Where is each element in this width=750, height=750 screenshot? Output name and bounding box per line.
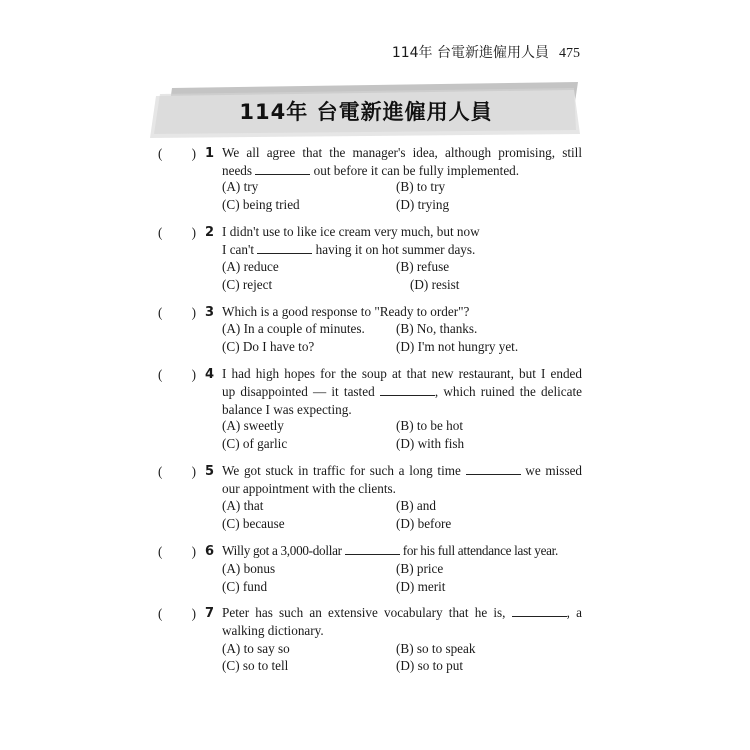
answer-blank [380,384,435,396]
option-d: (D) trying [396,197,450,212]
option-d: (D) merit [396,579,446,594]
option-a: (A) In a couple of minutes. [222,321,365,336]
option-c: (C) so to tell [222,658,289,673]
question-number: 3 [205,305,215,320]
question-stem: Willy got a 3,000-dollar for his full attendance last year. [222,543,559,558]
question-number: 1 [205,146,215,161]
option-c: (C) being tried [222,197,300,212]
title-banner [150,82,582,138]
option-d: (D) with fish [396,436,465,451]
option-a: (A) try [222,179,259,194]
option-a: (A) sweetly [222,418,284,433]
option-b: (B) to be hot [396,418,464,433]
question-number: 6 [205,544,215,559]
option-d: (D) resist [410,277,460,292]
answer-blank [512,605,567,617]
option-b: (B) price [396,561,444,576]
page-number: 475 [559,46,580,61]
question-number: 4 [205,367,215,382]
answer-paren[interactable]: ( ) [158,544,196,559]
option-a: (A) that [222,498,264,513]
option-c: (C) because [222,516,285,531]
option-a: (A) reduce [222,259,279,274]
answer-paren[interactable]: ( ) [158,225,196,240]
question-stem: We got stuck in traffic for such a long time we missed our appointment with the clients. [222,463,583,496]
answer-paren[interactable]: ( ) [158,464,196,479]
answer-blank [466,463,521,475]
header-title: 114年 台電新進僱用人員 [391,45,549,61]
answer-blank [255,163,310,175]
answer-paren[interactable]: ( ) [158,305,196,320]
option-c: (C) Do I have to? [222,339,315,354]
question-stem: I didn't use to like ice cream very much, but now I can't having it on hot summer days. [222,224,480,257]
answer-blank [345,543,400,555]
option-b: (B) No, thanks. [396,321,478,336]
banner-title: 114年 台電新進僱用人員 [239,100,493,124]
answer-paren[interactable]: ( ) [158,367,196,382]
option-d: (D) so to put [396,658,464,673]
question-stem: I had high hopes for the soup at that new restaurant, but I ended up disappointed — it tasted , which ruined the delicate balance I was expecting. [222,366,583,417]
option-a: (A) to say so [222,641,290,656]
answer-paren[interactable]: ( ) [158,146,196,161]
answer-blank [257,242,312,254]
answer-paren[interactable]: ( ) [158,606,196,621]
option-b: (B) and [396,498,436,513]
running-header [392,42,580,62]
option-b: (B) to try [396,179,446,194]
option-d: (D) I'm not hungry yet. [396,339,519,354]
option-d: (D) before [396,516,452,531]
option-a: (A) bonus [222,561,276,576]
question-stem: We all agree that the manager's idea, although promising, still needs out before it can be fully implemented. [222,145,582,178]
question-stem: Which is a good response to "Ready to order"? [222,304,470,319]
option-b: (B) refuse [396,259,450,274]
question-number: 2 [205,225,215,240]
option-c: (C) of garlic [222,436,288,451]
option-b: (B) so to speak [396,641,476,656]
option-c: (C) reject [222,277,273,292]
question-number: 7 [205,606,215,621]
question-stem: Peter has such an extensive vocabulary that he is, , a walking dictionary. [222,605,583,638]
option-c: (C) fund [222,579,268,594]
question-number: 5 [205,464,215,479]
